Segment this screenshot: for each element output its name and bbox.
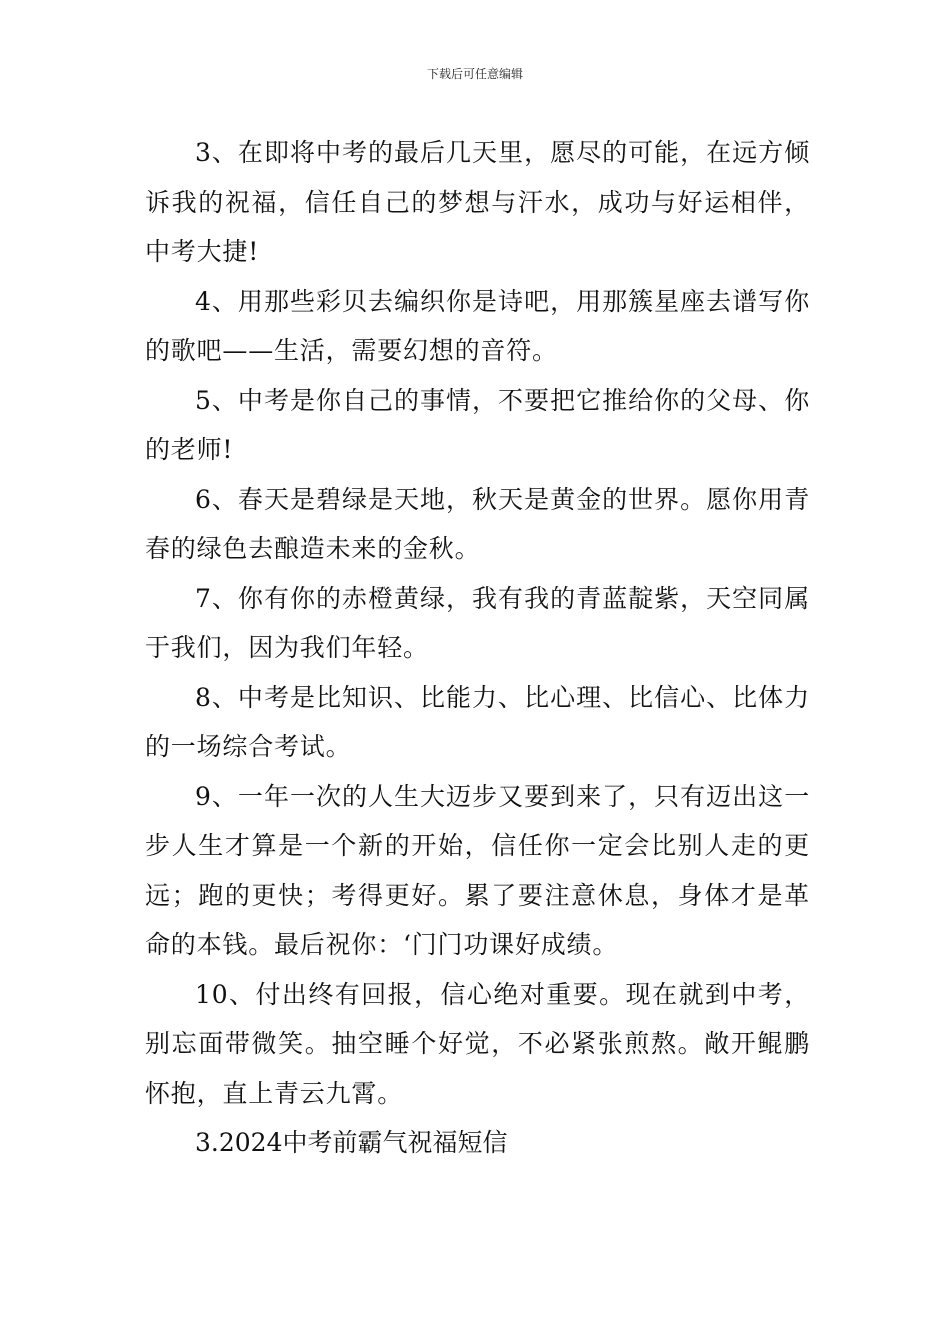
paragraph-3: 3、在即将中考的最后几天里，愿尽的可能，在远方倾诉我的祝福，信任自己的梦想与汗水，成功与好运相伴，中考大捷! <box>145 138 810 266</box>
paragraph-8: 8、中考是比知识、比能力、比心理、比信心、比体力的一场综合考试。 <box>145 682 810 761</box>
document-body <box>145 128 810 1168</box>
paragraph-10: 10、付出终有回报，信心绝对重要。现在就到中考，别忘面带微笑。抽空睡个好觉，不必紧张煎熬。敞开鲲鹏怀抱，直上青云九霄。 <box>145 979 810 1108</box>
page-header: 下载后可任意编辑 <box>426 67 523 81</box>
paragraph-4: 4、用那些彩贝去编织你是诗吧，用那簇星座去谱写你的歌吧——生活，需要幻想的音符。 <box>145 286 810 365</box>
paragraph-5: 5、中考是你自己的事情，不要把它推给你的父母、你的老师! <box>145 385 810 464</box>
paragraph-6: 6、春天是碧绿是天地，秋天是黄金的世界。愿你用青春的绿色去酿造未来的金秋。 <box>145 484 810 563</box>
section-heading: 3.2024中考前霸气祝福短信 <box>195 1128 508 1157</box>
paragraph-7: 7、你有你的赤橙黄绿，我有我的青蓝靛紫，天空同属于我们，因为我们年轻。 <box>145 583 810 662</box>
paragraph-9: 9、一年一次的人生大迈步又要到来了，只有迈出这一步人生才算是一个新的开始，信任你一定会比别人走的更远；跑的更快；考得更好。累了要注意休息，身体才是革命的本钱。最后祝你：‘门门功课好成绩。 <box>145 781 810 959</box>
